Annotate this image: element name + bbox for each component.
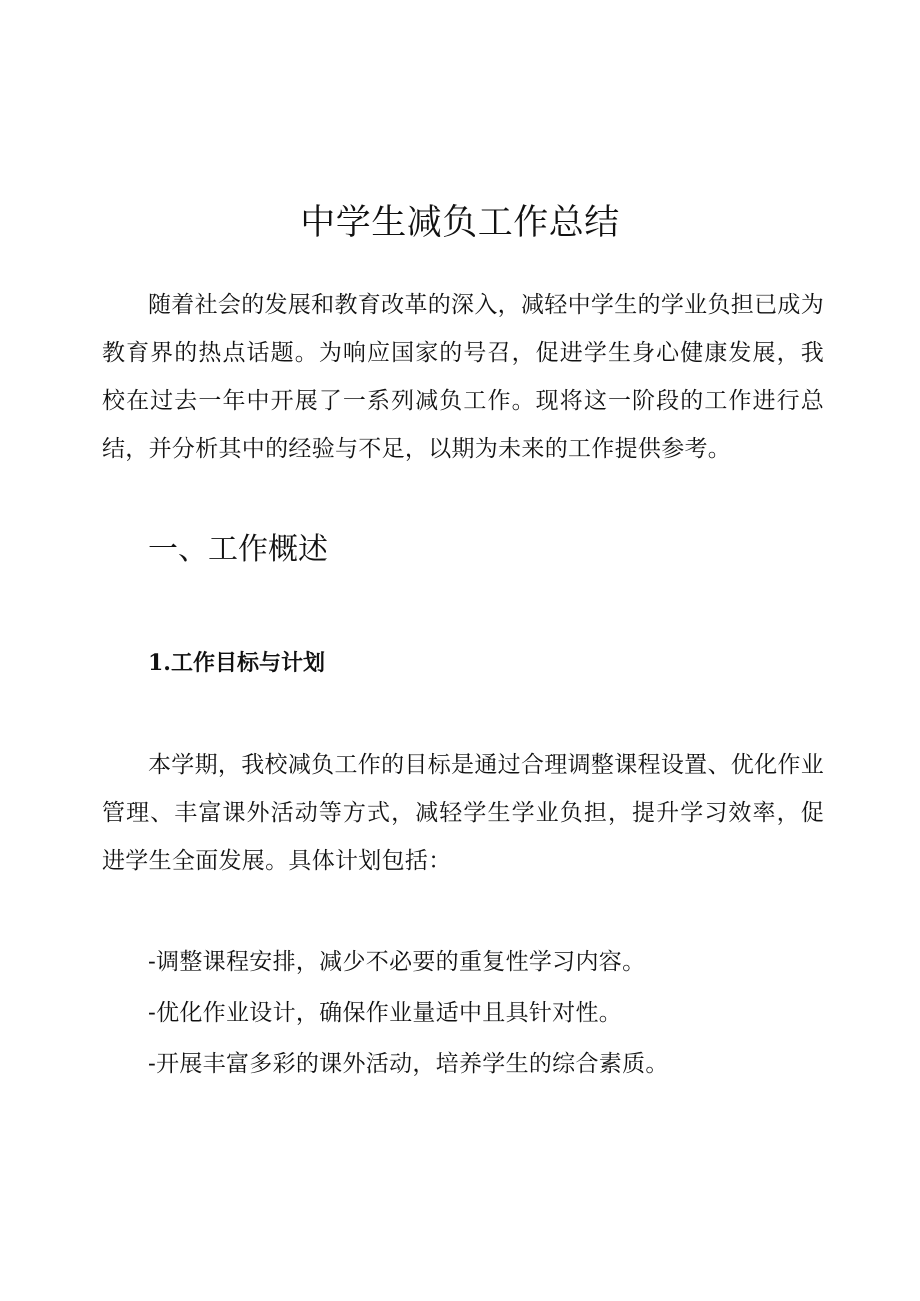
intro-paragraph: 随着社会的发展和教育改革的深入，减轻中学生的学业负担已成为教育界的热点话题。为响应国家的号召，促进学生身心健康发展，我校在过去一年中开展了一系列减负工作。现将这一阶段的工作进行总结，并分析其中的经验与不足，以期为未来的工作提供参考。 (102, 292, 824, 462)
subsection-title: 工作目标与计划 (170, 651, 325, 676)
list-item: -开展丰富多彩的课外活动，培养学生的综合素质。 (148, 1051, 669, 1077)
plan-list (148, 938, 669, 1091)
list-item: -优化作业设计，确保作业量适中且具针对性。 (148, 1000, 623, 1026)
subsection-heading-goals (148, 645, 325, 682)
document-title: 中学生减负工作总结 (300, 203, 620, 244)
list-item: -调整课程安排，减少不必要的重复性学习内容。 (148, 949, 646, 975)
goals-paragraph: 本学期，我校减负工作的目标是通过合理调整课程设置、优化作业管理、丰富课外活动等方式，减轻学生学业负担，提升学习效率，促进学生全面发展。具体计划包括： (102, 752, 824, 874)
subsection-number: 1. (148, 650, 171, 676)
section-heading-overview: 一、工作概述 (148, 532, 328, 567)
